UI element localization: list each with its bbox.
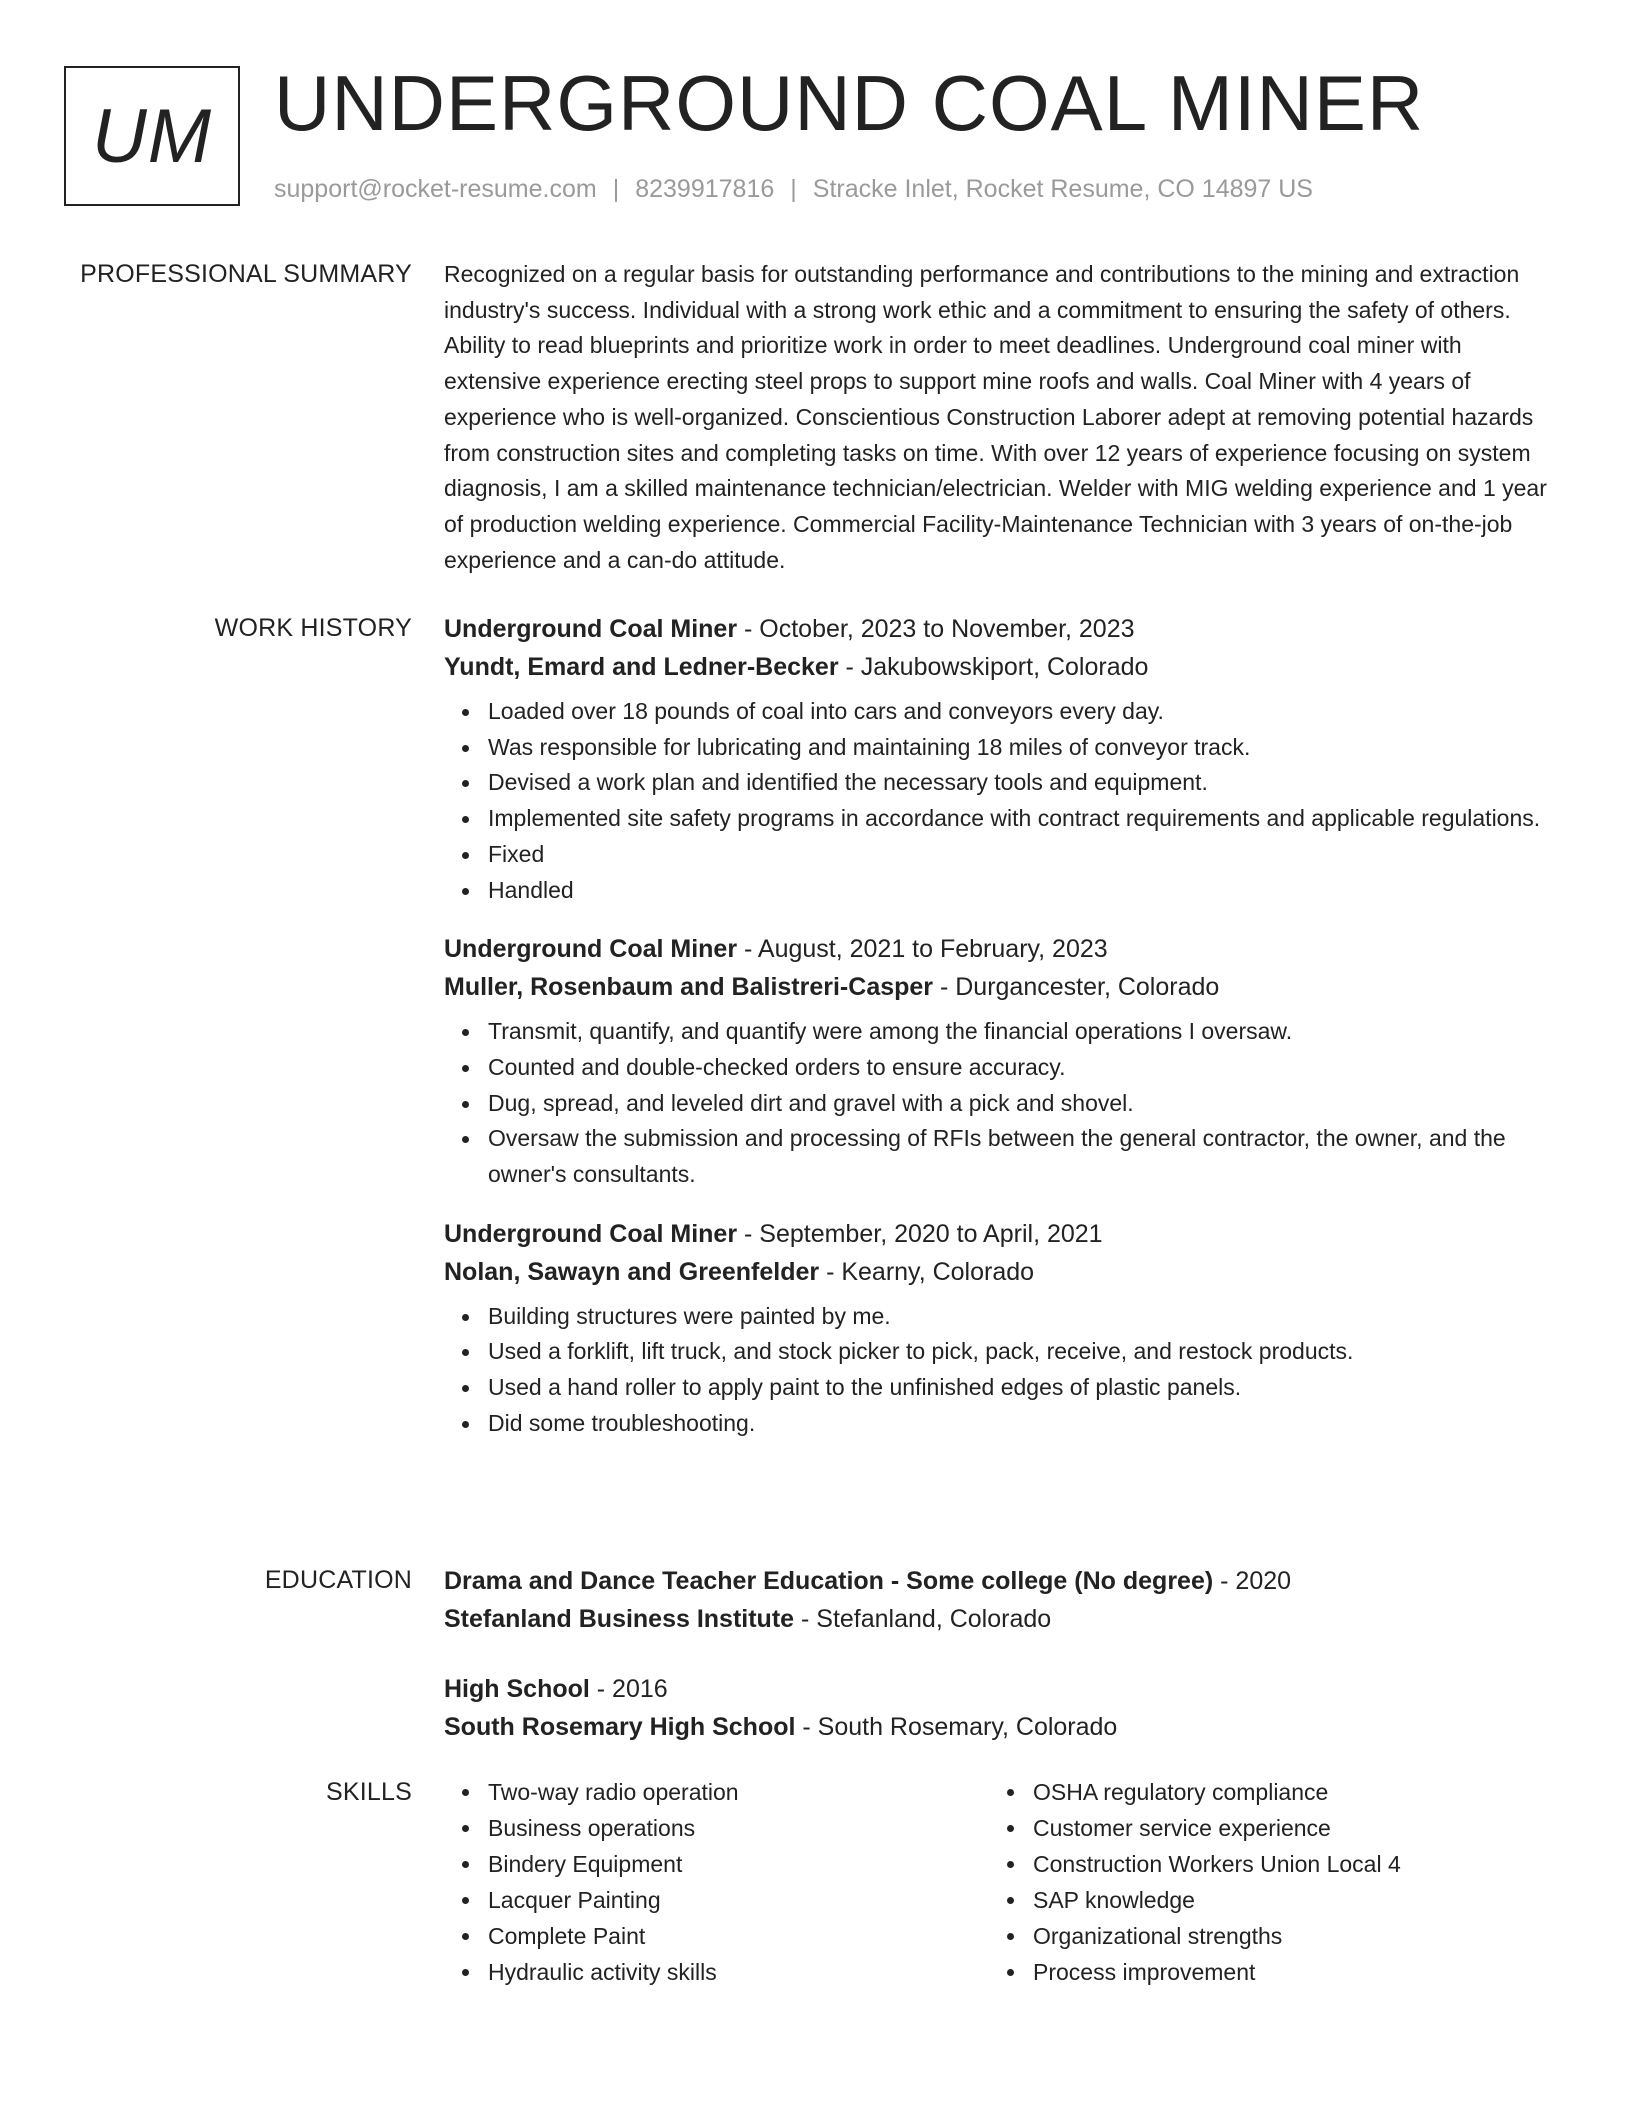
job-entry bbox=[444, 1215, 1559, 1442]
job-location: - Kearny, Colorado bbox=[819, 1257, 1035, 1286]
job-bullet: Handled bbox=[488, 873, 1559, 909]
education-school-line bbox=[444, 1600, 1559, 1638]
contact-phone: 8239917816 bbox=[635, 175, 775, 203]
education-degree-line bbox=[444, 1562, 1559, 1600]
job-entry bbox=[444, 930, 1559, 1193]
education-list bbox=[444, 1562, 1559, 1768]
job-location: - Durgancester, Colorado bbox=[933, 973, 1220, 1002]
job-bullet: Used a forklift, lift truck, and stock picker to pick, pack, receive, and restock products. bbox=[488, 1334, 1559, 1370]
job-bullets bbox=[444, 694, 1559, 908]
job-bullet: Loaded over 18 pounds of coal into cars and conveyors every day. bbox=[488, 694, 1559, 730]
education-location: - South Rosemary, Colorado bbox=[795, 1713, 1118, 1741]
job-bullet: Oversaw the submission and processing of RFIs between the general contractor, the owner, and the owner's consultants. bbox=[488, 1121, 1559, 1192]
job-bullets bbox=[444, 1299, 1559, 1442]
skill-item: OSHA regulatory compliance bbox=[1033, 1774, 1534, 1810]
education-entry bbox=[444, 1562, 1559, 1638]
contact-email: support@rocket-resume.com bbox=[274, 175, 597, 203]
job-company: Yundt, Emard and Ledner-Becker bbox=[444, 653, 839, 681]
work-history-label: WORK HISTORY bbox=[214, 614, 412, 642]
job-bullet: Was responsible for lubricating and maintaining 18 miles of conveyor track. bbox=[488, 730, 1559, 766]
contact-address: Stracke Inlet, Rocket Resume, CO 14897 US bbox=[812, 175, 1313, 203]
education-school-line bbox=[444, 1708, 1559, 1746]
job-bullet: Used a hand roller to apply paint to the unfinished edges of plastic panels. bbox=[488, 1370, 1559, 1406]
job-company-line bbox=[444, 1253, 1559, 1291]
job-dates: - August, 2021 to February, 2023 bbox=[737, 935, 1108, 964]
education-entry bbox=[444, 1670, 1559, 1746]
skills-list bbox=[444, 1774, 1559, 1990]
skill-item: SAP knowledge bbox=[1033, 1882, 1534, 1918]
job-bullet: Building structures were painted by me. bbox=[488, 1299, 1559, 1335]
job-title: Underground Coal Miner bbox=[444, 1219, 738, 1248]
job-bullet: Counted and double-checked orders to ensure accuracy. bbox=[488, 1050, 1559, 1086]
job-bullet: Implemented site safety programs in accordance with contract requirements and applicable regulations. bbox=[488, 801, 1559, 837]
job-bullet: Dug, spread, and leveled dirt and gravel with a pick and shovel. bbox=[488, 1086, 1559, 1122]
skill-item: Two-way radio operation bbox=[488, 1774, 989, 1810]
education-year: - 2016 bbox=[589, 1675, 668, 1703]
job-dates: - September, 2020 to April, 2021 bbox=[737, 1219, 1103, 1248]
skill-item: Organizational strengths bbox=[1033, 1918, 1534, 1954]
skills-column-right bbox=[989, 1774, 1534, 1990]
resume-name: UNDERGROUND COAL MINER bbox=[274, 59, 1425, 147]
skill-item: Hydraulic activity skills bbox=[488, 1954, 989, 1990]
skill-item: Lacquer Painting bbox=[488, 1882, 989, 1918]
job-company-line bbox=[444, 968, 1559, 1006]
summary-label: PROFESSIONAL SUMMARY bbox=[80, 260, 412, 288]
skill-item: Process improvement bbox=[1033, 1954, 1534, 1990]
contact-separator: | bbox=[790, 175, 797, 203]
skill-item: Bindery Equipment bbox=[488, 1846, 989, 1882]
skills-label: SKILLS bbox=[326, 1778, 412, 1806]
contact-line bbox=[274, 172, 1313, 206]
skill-item: Business operations bbox=[488, 1810, 989, 1846]
job-title: Underground Coal Miner bbox=[444, 615, 738, 643]
job-title-line bbox=[444, 610, 1559, 648]
work-history-list bbox=[444, 610, 1559, 1464]
skills-column-left bbox=[444, 1774, 989, 1990]
job-title-line bbox=[444, 1215, 1559, 1253]
job-bullet: Transmit, quantify, and quantify were among the financial operations I oversaw. bbox=[488, 1014, 1559, 1050]
job-company-line bbox=[444, 648, 1559, 686]
job-bullets bbox=[444, 1014, 1559, 1193]
education-school: Stefanland Business Institute bbox=[444, 1605, 795, 1633]
job-dates: - October, 2023 to November, 2023 bbox=[737, 615, 1135, 643]
education-location: - Stefanland, Colorado bbox=[794, 1605, 1052, 1633]
education-label: EDUCATION bbox=[264, 1566, 412, 1594]
job-title: Underground Coal Miner bbox=[444, 935, 738, 964]
education-degree: Drama and Dance Teacher Education - Some college (No degree) bbox=[444, 1567, 1214, 1595]
skill-item: Customer service experience bbox=[1033, 1810, 1534, 1846]
job-bullet: Did some troubleshooting. bbox=[488, 1406, 1559, 1442]
job-location: - Jakubowskiport, Colorado bbox=[838, 653, 1149, 681]
summary-text: Recognized on a regular basis for outstanding performance and contributions to the mining and extraction industry's success. Individual with a strong work ethic and a commitment to ensuring the safety of others. Ability to read blueprints and prioritize work in order to meet deadlines. Underground coal miner with extensive experience erecting steel props to support mine roofs and walls. Coal Miner with 4 years of experience who is well-organized. Conscientious Construction Laborer adept at removing potential hazards from construction sites and completing tasks on time. With over 12 years of experience focusing on system diagnosis, I am a skilled maintenance technician/electrician. Welder with MIG welding experience and 1 year of production welding experience. Commercial Facility-Maintenance Technician with 3 years of on-the-job experience and a can-do attitude. bbox=[444, 261, 1547, 573]
job-bullet: Fixed bbox=[488, 837, 1559, 873]
education-school: South Rosemary High School bbox=[444, 1713, 796, 1741]
education-degree: High School bbox=[444, 1675, 590, 1703]
job-entry bbox=[444, 610, 1559, 908]
contact-separator: | bbox=[612, 175, 620, 203]
job-bullet: Devised a work plan and identified the necessary tools and equipment. bbox=[488, 765, 1559, 801]
job-company: Nolan, Sawayn and Greenfelder bbox=[444, 1257, 820, 1286]
education-year: - 2020 bbox=[1213, 1567, 1292, 1595]
monogram-logo: UM bbox=[64, 66, 240, 206]
job-title-line bbox=[444, 930, 1559, 968]
education-degree-line bbox=[444, 1670, 1559, 1708]
job-company: Muller, Rosenbaum and Balistreri-Casper bbox=[444, 973, 934, 1002]
skill-item: Construction Workers Union Local 4 bbox=[1033, 1846, 1534, 1882]
skill-item: Complete Paint bbox=[488, 1918, 989, 1954]
